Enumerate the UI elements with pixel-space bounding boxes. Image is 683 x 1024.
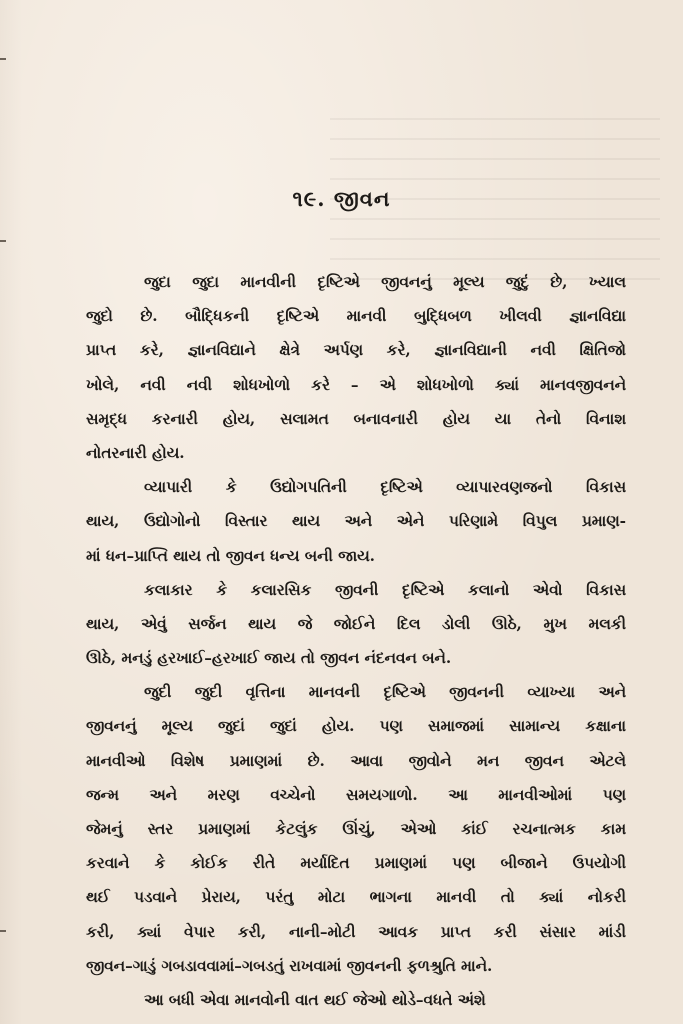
text-line: થાય, ઉદ્યોગોનો વિસ્તાર થાય અને એને પરિણામે વિપુલ પ્રમાણ- [86,512,626,531]
text-line: કરી, ક્યાં વેપાર કરી, નાની–મોટી આવક પ્રાપ્ત કરી સંસાર માંડી [86,922,626,941]
text-line: જુદો છે. બૌદ્ધિકની દૃષ્ટિએ માનવી બુદ્ધિબળ ખીલવી જ્ઞાનવિદ્યા [86,307,626,326]
text-line: જુદા જુદા માનવીની દૃષ્ટિએ જીવનનું મૂલ્ય જુદું છે, ખ્યાલ [144,273,626,291]
text-line: થાય, એવું સર્જન થાય જે જોઈને દિલ ડોલી ઊઠે, મુખ મલકી [86,614,626,633]
text-line: જુદી જુદી વૃત્તિના માનવની દૃષ્ટિએ જીવનની વ્યાખ્યા અને [144,683,626,702]
chapter-body [86,265,626,1017]
text-line: જીવનનું મૂલ્ય જુદાં જુદાં હોય. પણ સમાજમાં સામાન્ય કક્ષાના [86,717,626,736]
chapter-title: ૧૯. જીવન [292,186,391,211]
text-line: માં ધન–પ્રાપ્તિ થાય તો જીવન ધન્ય બની જાય. [86,546,375,565]
text-line: ઊઠે, મનડું હરખાઈ–હરખાઈ જાય તો જીવન નંદનવન બને. [86,649,452,668]
text-line: માનવીઓ વિશેષ પ્રમાણમાં છે. આવા જીવોને મન જીવન એટલે [86,751,626,770]
margin-mark [0,58,6,60]
margin-mark [0,930,6,932]
paragraph [86,675,626,983]
text-line: પ્રાપ્ત કરે, જ્ઞાનવિદ્યાને ક્ષેત્રે અર્પણ કરે, જ્ઞાનવિદ્યાની નવી ક્ષિતિજો [86,341,626,360]
paragraph [86,983,626,1017]
text-line: સમૃદ્ધ કરનારી હોય, સલામત બનાવનારી હોય યા તેનો વિનાશ [86,409,626,428]
text-line: વ્યાપારી કે ઉદ્યોગપતિની દૃષ્ટિએ વ્યાપારવણજનો વિકાસ [144,478,626,497]
text-line: નોતરનારી હોય. [86,443,185,462]
paragraph [86,573,626,676]
text-line: કરવાને કે કોઈક રીતે મર્યાદિત પ્રમાણમાં પણ બીજાને ઉપયોગી [86,854,626,873]
text-line: જીવન–ગાડું ગબડાવવામાં–ગબડતું રાખવામાં જીવનની ફળશ્રુતિ માને. [86,956,493,975]
text-line: આ બધી એવા માનવોની વાત થઈ જેઓ થોડે–વધતે અંશે [144,990,486,1009]
paragraph [86,265,626,470]
margin-mark [0,240,6,242]
text-line: ખોલે, નવી નવી શોધખોળો કરે – એ શોધખોળો ક્યાં માનવજીવનને [86,375,626,394]
text-line: કલાકાર કે કલારસિક જીવની દૃષ્ટિએ કલાનો એવો વિકાસ [144,580,626,599]
text-line: થઈ પડવાને પ્રેરાય, પરંતુ મોટા ભાગના માનવી તો ક્યાં નોકરી [86,888,626,907]
paragraph [86,470,626,573]
text-line: જન્મ અને મરણ વચ્ચેનો સમયગાળો. આ માનવીઓમાં પણ [86,785,626,804]
text-line: જેમનું સ્તર પ્રમાણમાં કેટલુંક ઊંચું, એઓ કાંઈ રચનાત્મક કામ [86,820,626,838]
